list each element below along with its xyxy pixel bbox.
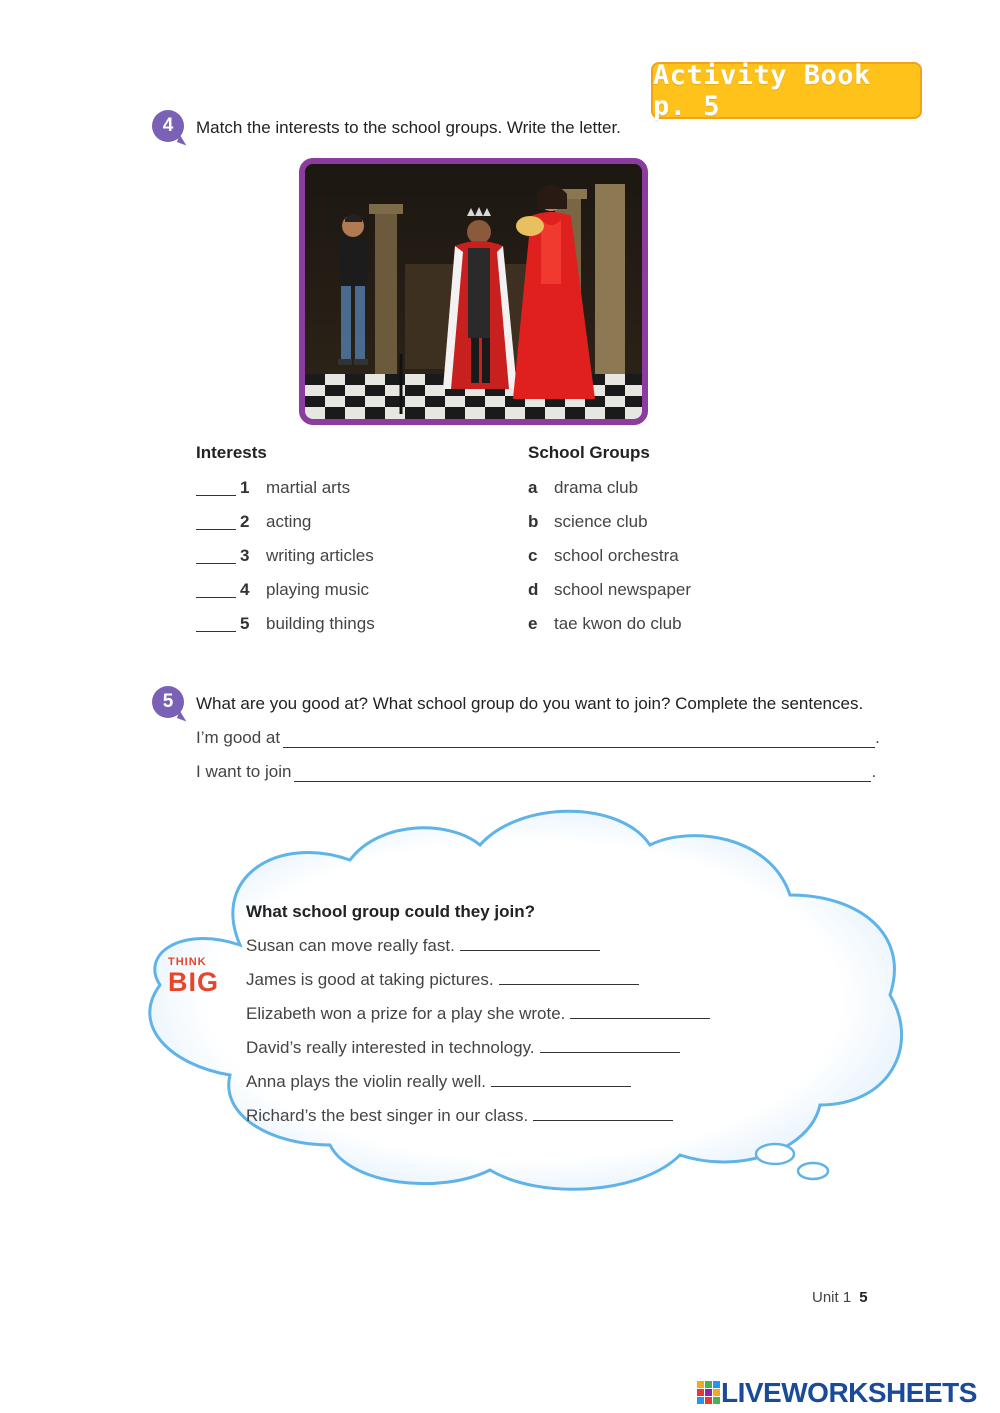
good-at-input[interactable] [283,734,875,748]
interest-number: 3 [240,546,250,565]
group-letter: d [528,580,539,599]
interest-row [196,578,369,602]
answer-line[interactable] [533,1107,673,1121]
interest-number: 2 [240,512,250,531]
answer-blank[interactable] [196,514,236,530]
want-to-join-prefix: I want to join [196,762,292,781]
think-big-sentence: David’s really interested in technology. [246,1038,680,1058]
group-text: drama club [554,478,639,497]
exercise-5-instruction: What are you good at? What school group do you want to join? Complete the sentences. [196,694,864,713]
stage-illustration [305,164,642,419]
liveworksheets-wordmark: LIVEWORKSHEETS [721,1377,977,1408]
group-text: school newspaper [554,580,692,599]
group-row [528,578,691,602]
liveworksheets-logo [697,1377,977,1409]
think-big-heading: What school group could they join? [246,902,535,921]
think-big-sentence: Anna plays the violin really well. [246,1072,631,1092]
group-row [528,476,638,500]
think-big-top: THINK [168,956,207,968]
think-big-logo [168,956,228,1000]
interest-text: playing music [266,580,369,599]
answer-line[interactable] [570,1005,710,1019]
group-letter: c [528,546,538,565]
interest-text: acting [266,512,312,531]
activity-book-badge: Activity Book p. 5 [651,62,922,119]
period: . [875,728,880,747]
interest-row [196,612,375,636]
group-text: school orchestra [554,546,679,565]
answer-blank[interactable] [196,480,236,496]
page-number: 5 [859,1289,868,1306]
drama-photo [299,158,648,425]
good-at-sentence [196,728,880,748]
answer-blank[interactable] [196,616,236,632]
exercise-4-number: 4 [152,110,184,142]
interest-text: martial arts [266,478,351,497]
page-footer [812,1289,868,1306]
exercise-4-instruction: Match the interests to the school groups. Write the letter. [196,118,621,137]
exercise-5-number: 5 [152,686,184,718]
group-text: tae kwon do club [554,614,682,633]
group-row [528,612,682,636]
want-to-join-sentence [196,762,876,782]
group-text: science club [554,512,648,531]
liveworksheets-grid-icon [697,1381,721,1405]
interest-row [196,476,350,500]
answer-blank[interactable] [196,548,236,564]
think-big-sentence: Susan can move really fast. [246,936,600,956]
think-big-bottom: BIG [168,967,220,997]
answer-line[interactable] [499,971,639,985]
school-groups-header: School Groups [528,443,650,462]
group-letter: e [528,614,538,633]
group-row [528,510,648,534]
think-big-sentence: Richard’s the best singer in our class. [246,1106,673,1126]
interest-row [196,510,311,534]
answer-line[interactable] [460,937,600,951]
group-letter: a [528,478,538,497]
good-at-prefix: I’m good at [196,728,281,747]
think-big-sentence: Elizabeth won a prize for a play she wrote. [246,1004,710,1024]
interest-number: 5 [240,614,250,633]
interest-text: building things [266,614,375,633]
answer-line[interactable] [540,1039,680,1053]
interest-row [196,544,374,568]
thought-cloud [120,805,910,1200]
group-row [528,544,679,568]
want-to-join-input[interactable] [294,768,871,782]
answer-blank[interactable] [196,582,236,598]
answer-line[interactable] [491,1073,631,1087]
think-big-sentence: James is good at taking pictures. [246,970,639,990]
interest-number: 4 [240,580,250,599]
interest-text: writing articles [266,546,374,565]
interests-header: Interests [196,443,267,462]
group-letter: b [528,512,539,531]
interest-number: 1 [240,478,250,497]
period: . [871,762,877,781]
unit-label: Unit 1 [812,1289,852,1306]
